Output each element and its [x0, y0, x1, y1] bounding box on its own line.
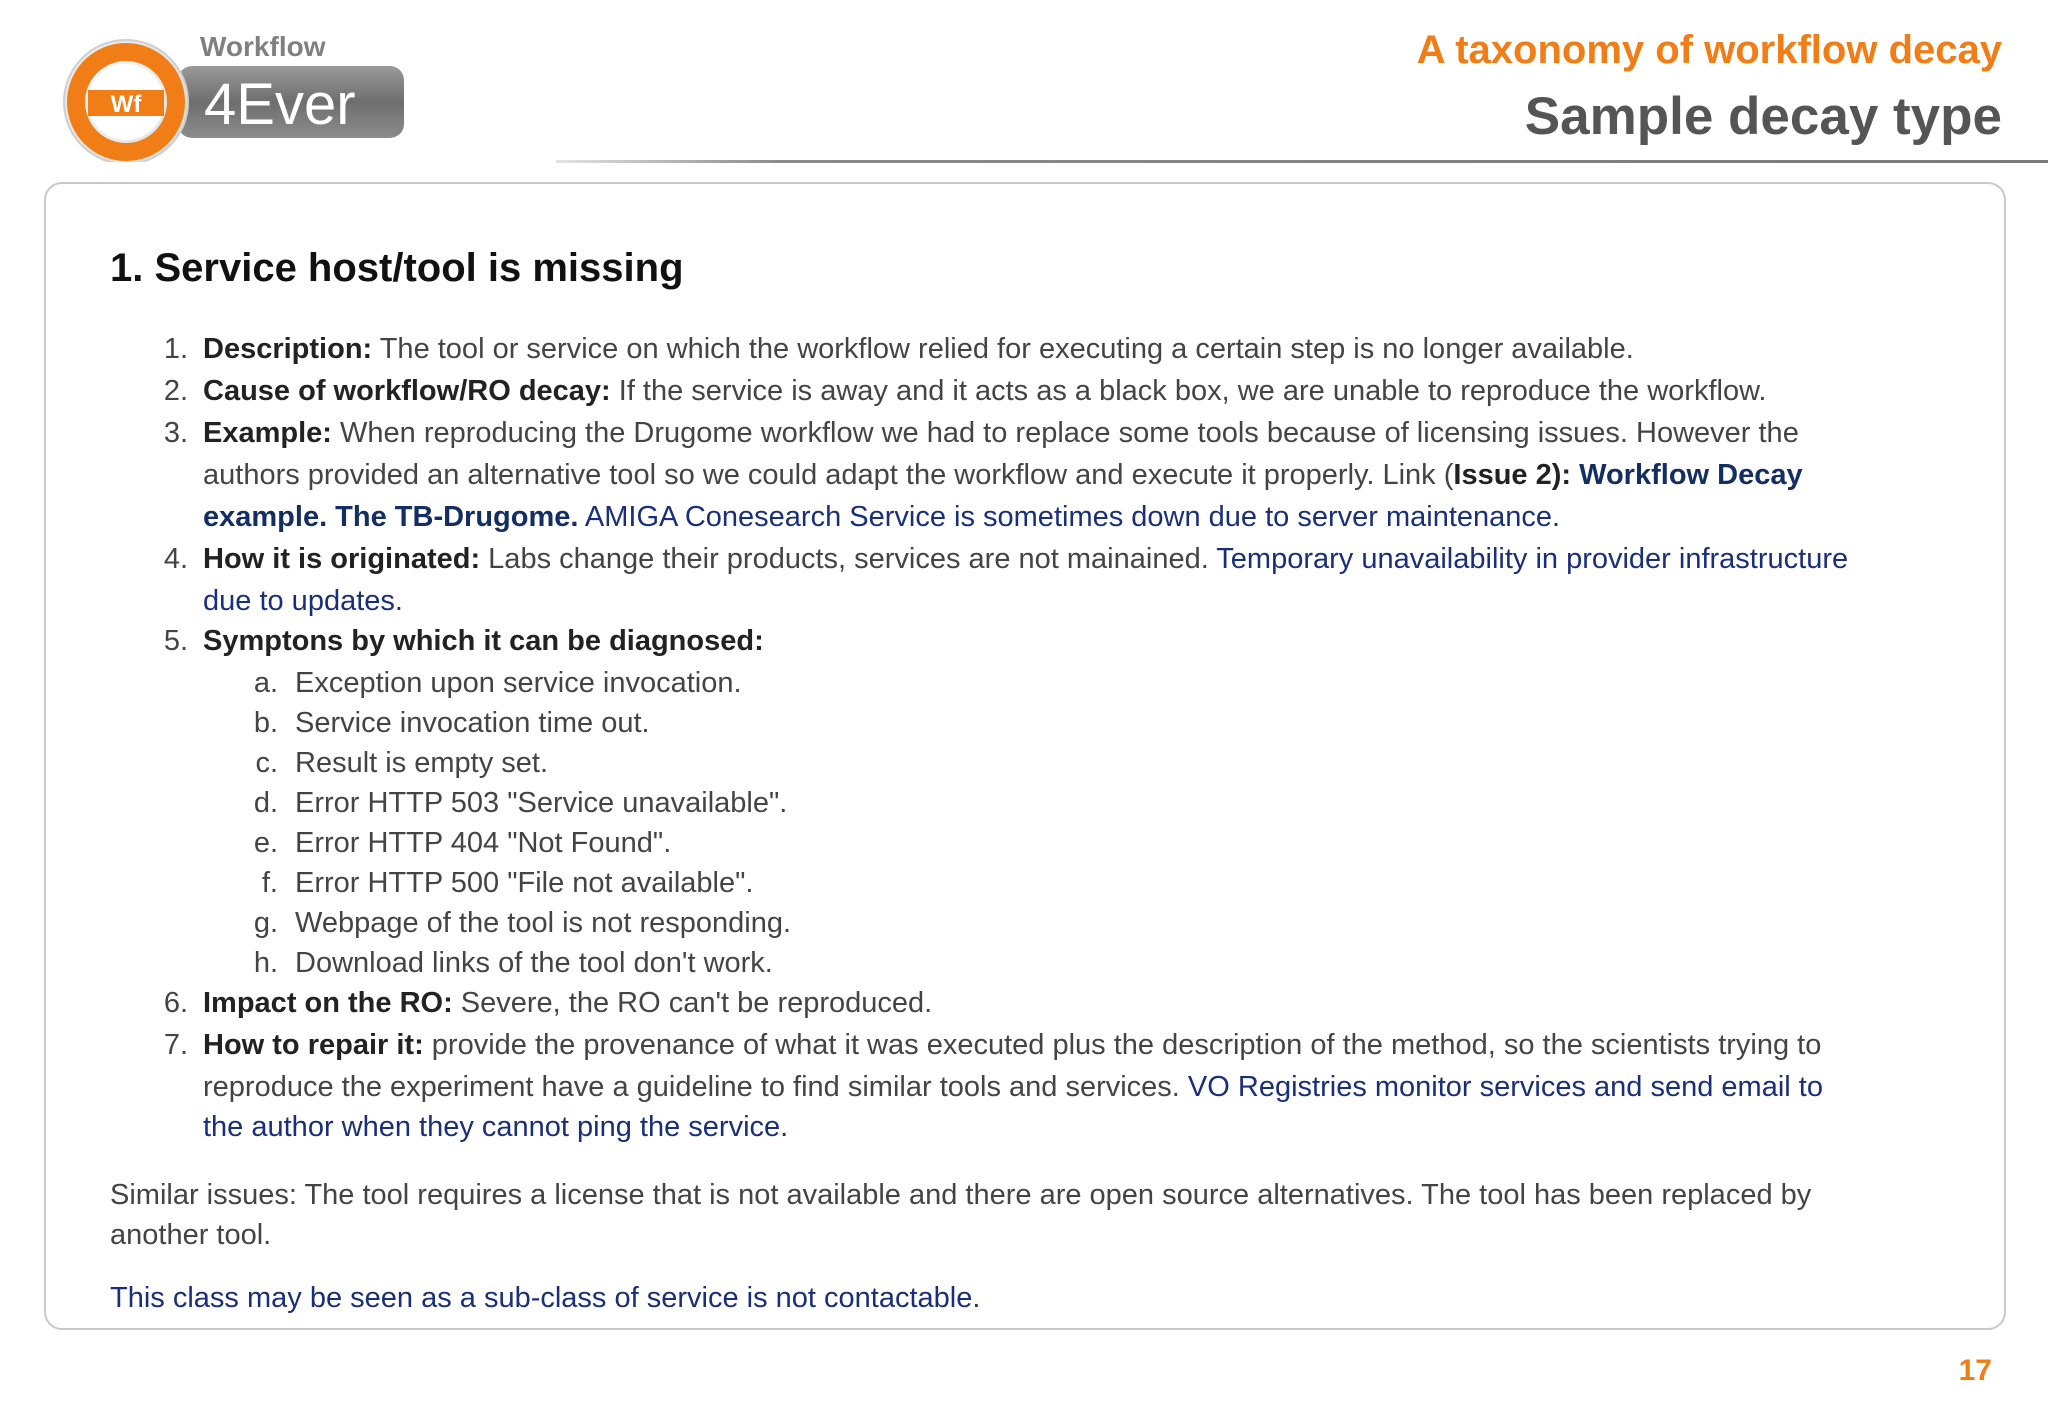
sub-text: Webpage of the tool is not responding.	[295, 907, 792, 939]
logo-badge-text: Wf	[110, 91, 142, 118]
sub-text: Error HTTP 503 "Service unavailable".	[295, 787, 788, 819]
item-note-text: the author when they cannot ping the service.	[203, 1111, 789, 1143]
item-text: When reproducing the Drugome workflow we had to replace some tools because of licensing issues. However the	[331, 417, 1799, 449]
item-note-text: AMIGA Conesearch Service is sometimes down due to server maintenance.	[578, 501, 1561, 533]
sub-letter: a.	[253, 667, 278, 699]
logo-top-text: Workflow	[200, 31, 326, 62]
list-number: 2.	[163, 375, 188, 407]
item-label: How it is originated:	[203, 543, 481, 575]
sub-letter: h.	[253, 947, 278, 979]
similar-issues-text-continued: another tool.	[110, 1219, 272, 1251]
sub-text: Error HTTP 404 "Not Found".	[295, 827, 672, 859]
header-divider	[556, 160, 2048, 163]
sub-text: Service invocation time out.	[295, 707, 650, 739]
slide-subtitle: Sample decay type	[1524, 87, 2002, 146]
page-number: 17	[1958, 1354, 1992, 1387]
workflow4ever-logo	[58, 22, 418, 162]
list-number: 7.	[163, 1029, 188, 1061]
issue-close: ):	[1551, 459, 1580, 491]
item-text: If the service is away and it acts as a black box, we are unable to reproduce the workflow.	[610, 375, 1767, 407]
subclass-note: This class may be seen as a sub-class of service is not contactable.	[110, 1282, 981, 1314]
item-text: reproduce the experiment have a guideline to find similar tools and services.	[203, 1071, 1180, 1103]
item-label: Impact on the RO:	[203, 987, 453, 1019]
slide-title: A taxonomy of workflow decay	[1416, 28, 2002, 72]
issue-label: Issue 2	[1453, 459, 1552, 491]
sub-letter: c.	[255, 747, 278, 779]
list-number: 4.	[163, 543, 188, 575]
sub-letter: b.	[253, 707, 278, 739]
sub-text: Error HTTP 500 "File not available".	[295, 867, 754, 899]
sub-letter: e.	[253, 827, 278, 859]
item-label: Example:	[203, 417, 332, 449]
item-label: How to repair it:	[203, 1029, 424, 1061]
list-number: 6.	[163, 987, 188, 1019]
list-number: 1.	[163, 333, 188, 365]
item-label: Cause of workflow/RO decay:	[203, 375, 611, 407]
section-title: 1. Service host/tool is missing	[110, 246, 684, 290]
item-text: provide the provenance of what it was executed plus the description of the method, so the scientists trying to	[423, 1029, 1822, 1061]
sub-text: Result is empty set.	[295, 747, 549, 779]
item-note-text: Temporary unavailability in provider infrastructure	[1208, 543, 1849, 575]
similar-issues-text: Similar issues: The tool requires a license that is not available and there are open source alternatives. The tool has been replaced by	[110, 1179, 1812, 1211]
logo-main-text: 4Ever	[204, 72, 356, 137]
sub-text: Exception upon service invocation.	[295, 667, 742, 699]
tb-drugome-link[interactable]: example. The TB-Drugome.	[203, 501, 579, 533]
sub-letter: d.	[253, 787, 278, 819]
list-number: 5.	[163, 625, 188, 657]
item-note-text: VO Registries monitor services and send email to	[1179, 1071, 1823, 1103]
item-text: authors provided an alternative tool so we could adapt the workflow and execute it properly. Link (	[203, 459, 1454, 491]
sub-text: Download links of the tool don't work.	[295, 947, 773, 979]
item-text: Labs change their products, services are not mainained.	[480, 543, 1209, 575]
list-number: 3.	[163, 417, 188, 449]
item-label: Description:	[203, 333, 373, 365]
sub-letter: g.	[253, 907, 278, 939]
sub-letter: f.	[261, 867, 278, 899]
workflow-decay-link[interactable]: Workflow Decay	[1579, 459, 1803, 491]
item-text: Severe, the RO can't be reproduced.	[452, 987, 933, 1019]
item-note-text: due to updates.	[203, 585, 403, 617]
item-label: Symptons by which it can be diagnosed:	[203, 625, 764, 657]
item-text: The tool or service on which the workflow relied for executing a certain step is no longer available.	[372, 333, 1634, 365]
